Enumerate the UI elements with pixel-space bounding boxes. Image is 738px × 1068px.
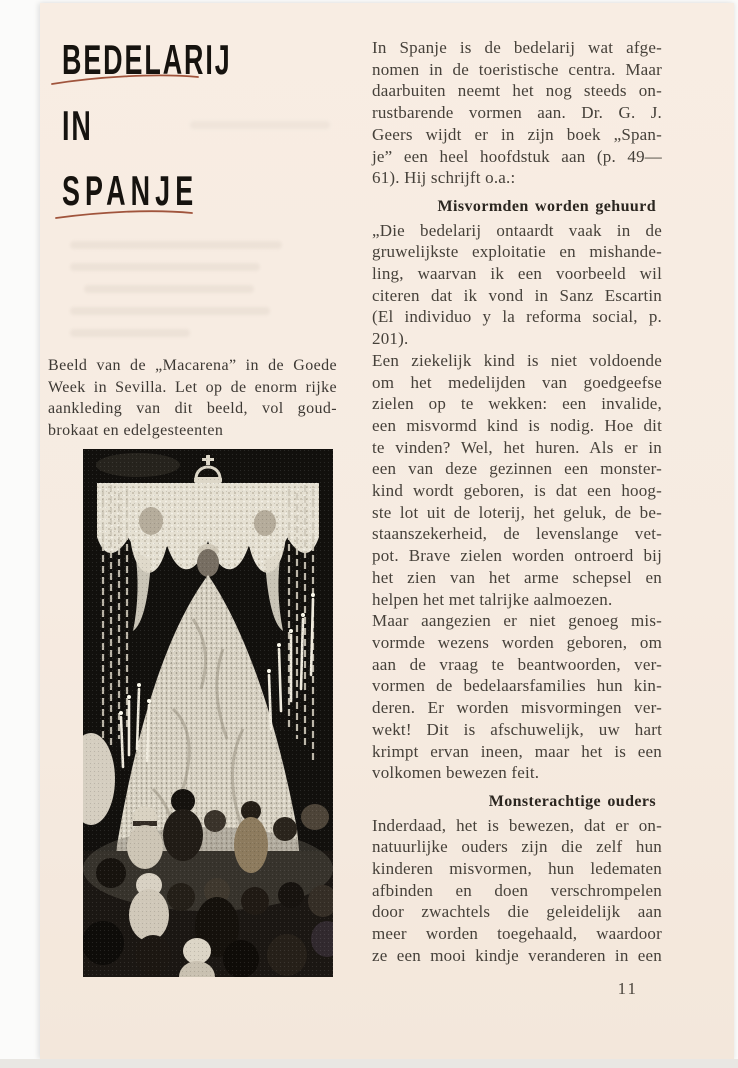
section-heading: Misvormden worden gehuurd: [437, 197, 656, 215]
text-line: door zwachtels die geleidelijk aan: [372, 902, 662, 922]
text-line: aan de vraag te beantwoorden, ver-: [372, 654, 662, 674]
text-line: wekt! Dit is afschuwelijk, uw hart: [372, 719, 662, 739]
show-through-smudge: [70, 307, 270, 315]
photo-caption: [48, 355, 337, 441]
text-line: nomen in de toeristische centra. Maar: [372, 59, 662, 79]
text-line: ste lot uit de loterij, het geluk, de be-: [372, 502, 662, 522]
text-line: Maar aangezien er niet genoeg mis-: [372, 611, 662, 631]
show-through-smudge: [84, 285, 254, 293]
text-line: meer worden toegehaald, waardoor: [372, 924, 662, 944]
text-line: afbinden en doen verschrompelen: [372, 880, 662, 900]
paragraph: [372, 610, 662, 784]
caption-line: aankleding van dit beeld, vol goud-: [48, 400, 337, 417]
show-through-smudge: [70, 329, 190, 337]
text-line: „Die bedelarij ontaardt vaak in de: [372, 220, 662, 240]
text-line: Geers wijdt er in zijn boek „Span-: [372, 124, 662, 144]
text-line: te vinden? Wel, het huren. Als er in: [372, 437, 662, 457]
paragraph: [372, 37, 662, 189]
scan-edge: [0, 1059, 738, 1068]
text-line: pot. Brave zielen worden ontroerd bij: [372, 546, 662, 566]
text-line: staanszekerheid, de levenslange vet-: [372, 524, 662, 544]
text-line: gruwelijkste exploitatie en mishande-: [372, 242, 662, 262]
text-line: kinderen misvormen, hun ledematen: [372, 859, 662, 879]
text-line: rustbarende vormen aan. Dr. G. J.: [372, 103, 662, 123]
text-line: In Spanje is de bedelarij wat afge-: [372, 38, 662, 57]
page-sheet: [40, 3, 734, 1059]
title-line: SPANJE: [62, 167, 199, 214]
section-heading: Monsterachtige ouders: [488, 792, 656, 810]
text-line: Een ziekelijk kind is niet voldoende: [372, 350, 662, 370]
text-line: helpen het met talrijke aalmoezen.: [372, 589, 613, 609]
macarena-photo: [83, 449, 333, 977]
title-line: BEDELARIJ: [62, 36, 232, 83]
caption-line: Beeld van de „Macarena” in de Goede: [48, 357, 337, 374]
text-line: om het medelijden van goedgeefse: [372, 372, 662, 392]
text-line: krimpt ervan ineen, maar het is een: [372, 741, 662, 761]
body-column: [372, 37, 662, 967]
show-through-smudge: [70, 263, 260, 271]
paragraph: [372, 815, 662, 967]
page-number: 11: [617, 979, 638, 998]
text-line: je” een heel hoofdstuk aan (p. 49—: [372, 146, 662, 166]
text-line: ling, waarvan ik een voorbeeld wil: [372, 264, 662, 284]
title-underline: [52, 75, 198, 84]
paragraph: [372, 350, 662, 610]
paragraph: [372, 220, 662, 350]
text-line: daarbuiten neemt het nog steeds on-: [372, 81, 662, 101]
macarena-photo-art: [83, 449, 333, 977]
text-line: (El individuo y la reforma social, p.: [372, 307, 662, 327]
text-line: volkomen bewezen feit.: [372, 763, 540, 783]
text-line: 201).: [372, 329, 409, 349]
title-line: IN: [62, 102, 93, 149]
text-line: vormen de bedelaarsfamilies hun kin-: [372, 676, 662, 696]
caption-line: brokaat en edelgesteenten: [48, 421, 224, 439]
text-line: natuurlijke ouders zijn die zelf hun: [372, 837, 662, 857]
text-line: zielen op te wekken: een invalide,: [372, 394, 662, 414]
text-line: een van deze gezinnen een monster-: [372, 459, 662, 479]
show-through-smudge: [190, 121, 330, 129]
text-line: kind wordt geboren, is dat een hoog-: [372, 481, 662, 501]
text-line: ze een mooi kindje veranderen in een: [372, 945, 662, 965]
show-through-smudge: [70, 241, 282, 249]
text-line: Inderdaad, het is bewezen, dat er on-: [372, 815, 662, 835]
title-underline: [56, 211, 192, 218]
text-line: citeren dat ik vond in Sanz Escartin: [372, 285, 662, 305]
text-line: 61). Hij schrijft o.a.:: [372, 168, 516, 188]
text-line: een misvormd kind is nodig. Hoe dit: [372, 415, 662, 435]
caption-line: Week in Sevilla. Let op de enorm rijke: [48, 378, 337, 396]
text-line: het zien van het arme schepsel en: [372, 567, 662, 587]
text-line: vormde wezens worden geboren, om: [372, 632, 662, 652]
text-line: deren. Er worden misvormingen ver-: [372, 698, 662, 718]
